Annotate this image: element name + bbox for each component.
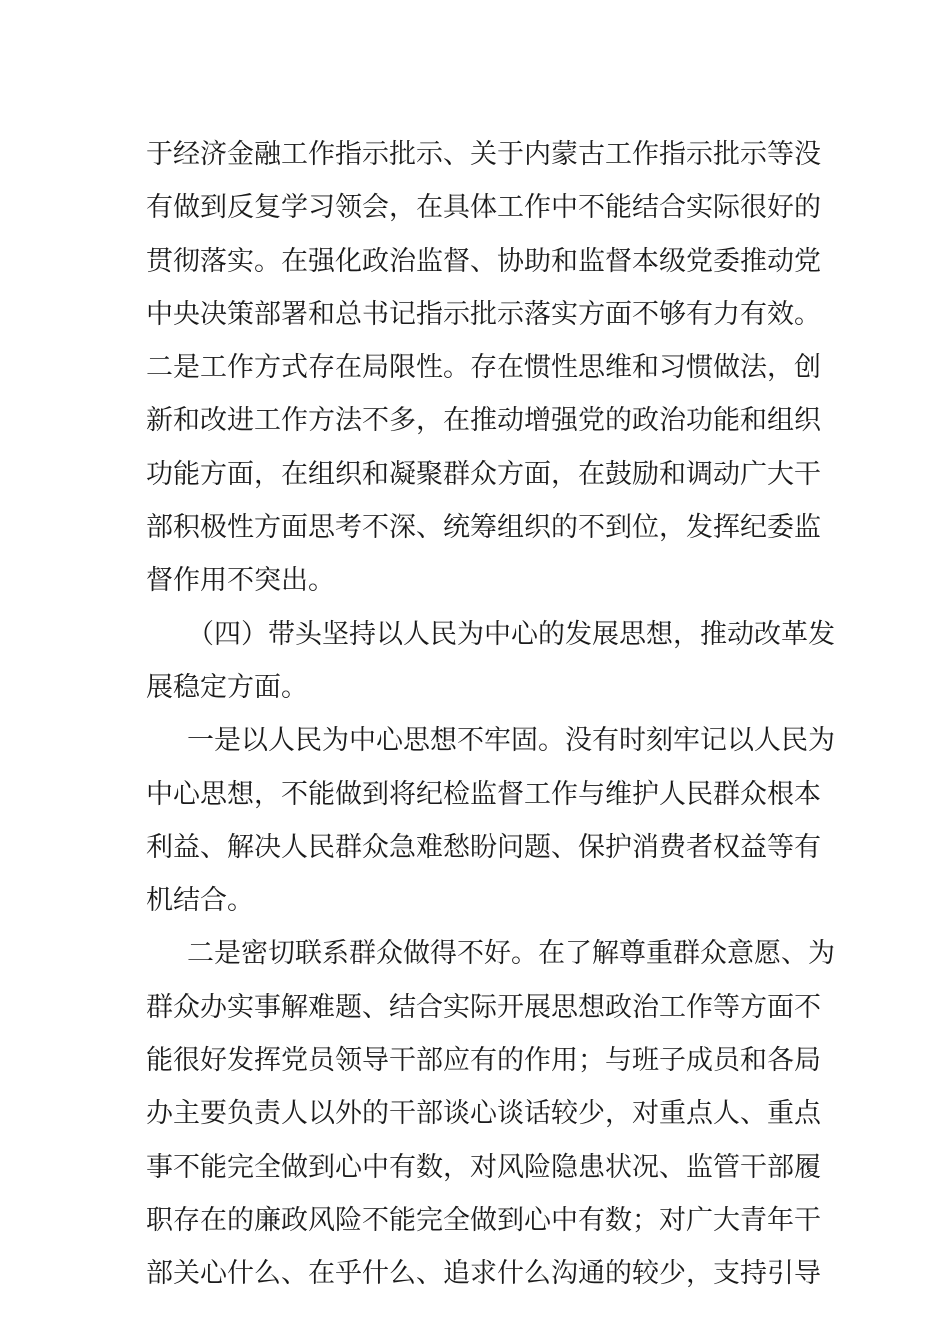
text-line: 功能方面，在组织和凝聚群众方面，在鼓励和调动广大干 [146,458,821,490]
text-line: 利益、解决人民群众急难愁盼问题、保护消费者权益等有 [146,831,821,863]
section-heading-line: 展稳定方面。 [146,671,308,703]
text-line: 部积极性方面思考不深、统筹组织的不到位，发挥纪委监 [146,512,821,544]
text-line: 一是以人民为中心思想不牢固。没有时刻牢记以人民为 [187,725,835,757]
text-line: 群众办实事解难题、结合实际开展思想政治工作等方面不 [146,991,821,1023]
text-line: 中心思想，不能做到将纪检监督工作与维护人民群众根本 [146,778,821,810]
text-line: 于经济金融工作指示批示、关于内蒙古工作指示批示等没 [146,139,821,170]
text-line: 机结合。 [146,885,254,917]
section-heading-line: （四）带头坚持以人民为中心的发展思想，推动改革发 [187,618,835,650]
text-line: 新和改进工作方法不多，在推动增强党的政治功能和组织 [146,405,821,437]
text-line: 二是工作方式存在局限性。存在惯性思维和习惯做法，创 [146,352,821,384]
text-line: 办主要负责人以外的干部谈心谈话较少，对重点人、重点 [146,1098,821,1130]
text-line: 事不能完全做到心中有数，对风险隐患状况、监管干部履 [146,1151,821,1183]
text-line: 职存在的廉政风险不能完全做到心中有数；对广大青年干 [146,1204,821,1236]
text-line: 部关心什么、在乎什么、追求什么沟通的较少，支持引导 [146,1258,821,1290]
document-body [146,128,835,1301]
text-line: 有做到反复学习领会，在具体工作中不能结合实际很好的 [146,192,821,224]
text-line: 二是密切联系群众做得不好。在了解尊重群众意愿、为 [187,938,835,970]
text-line: 能很好发挥党员领导干部应有的作用；与班子成员和各局 [146,1045,821,1077]
text-line: 贯彻落实。在强化政治监督、协助和监督本级党委推动党 [146,245,821,277]
text-line: 中央决策部署和总书记指示批示落实方面不够有力有效。 [146,298,821,330]
text-line: 督作用不突出。 [146,565,335,597]
